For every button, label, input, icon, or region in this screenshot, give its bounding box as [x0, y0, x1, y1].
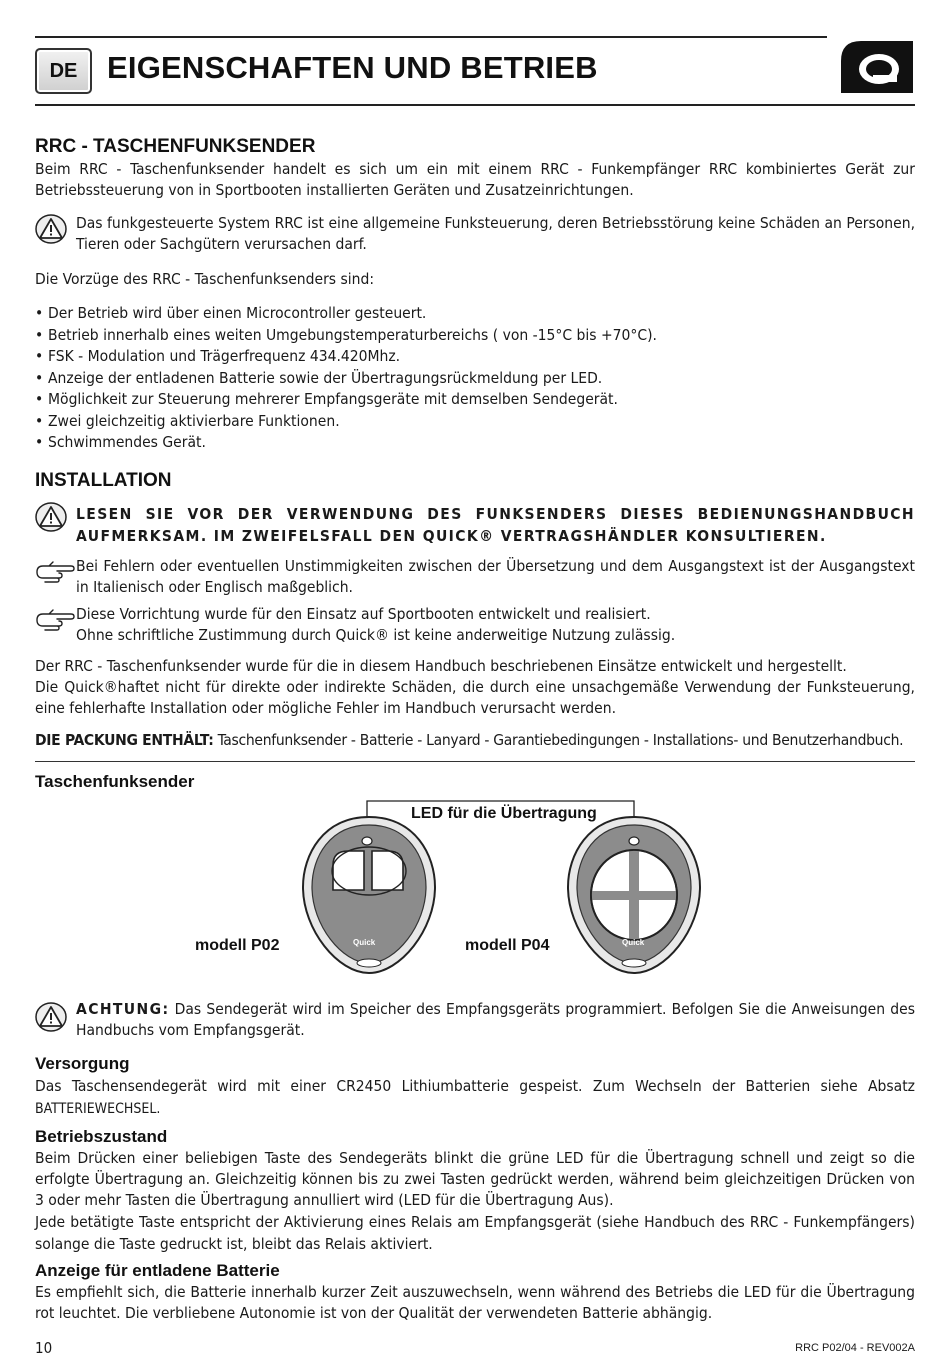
- package-text: Taschenfunksender - Batterie - Lanyard - Garantiebedingungen - Installations- und Benutzerhandbuch.: [213, 731, 904, 749]
- versorgung-body: Das Taschensendegerät wird mit einer CR2450 Lithiumbatterie gespeist. Zum Wechseln der Batterien siehe Absatz: [35, 1077, 915, 1095]
- attention-text: Das Sendegerät wird im Speicher des Empfangsgeräts programmiert. Befolgen Sie die Anweisungen des Handbuchs vom Empfangsgerät.: [76, 1000, 915, 1039]
- figure-heading: Taschenfunksender: [35, 772, 195, 791]
- brand-mark-p04: Quick: [622, 938, 645, 947]
- page-number: 10: [35, 1339, 53, 1357]
- remote-illustration: [150, 795, 800, 985]
- quick-logo-icon: [839, 39, 915, 95]
- remote-p02-drawing: [303, 817, 435, 973]
- brand-mark-p02: Quick: [353, 938, 376, 947]
- header-top-rule: [35, 36, 827, 38]
- remote-figure: [150, 795, 800, 985]
- betriebszustand-paragraph-2: Jede betätigte Taste entspricht der Aktivierung eines Relais am Empfangsgerät (siehe Handbuch des RRC - Funkempfängers) solange die Taste gedruckt ist, bleibt das Relais aktiviert.: [35, 1213, 915, 1253]
- section-divider: [35, 761, 915, 762]
- warning-icon: [35, 1002, 67, 1032]
- rrc-warning-text: Das funkgesteuerte System RRC ist eine allgemeine Funksteuerung, deren Betriebsstörung keine Schäden an Personen, Tieren oder Sachgütern verursachen darf.: [76, 214, 915, 253]
- page-header: [35, 36, 915, 106]
- model-p02-label: modell P02: [195, 937, 280, 954]
- translation-note: Bei Fehlern oder eventuellen Unstimmigkeiten zwischen der Übersetzung und dem Ausgangstext ist der Ausgangstext in Italienisch oder Englisch maßgeblich.: [76, 557, 915, 596]
- advantages-list: [35, 303, 915, 454]
- installation-warning-caps: LESEN SIE VOR DER VERWENDUNG DES FUNKSENDERS DIESES BEDIENUNGSHANDBUCH AUFMERKSAM. IM ZWEIFELSFALL DEN QUICK® VERTRAGSHÄNDLER KONSULTIEREN.: [76, 505, 915, 545]
- language-badge: DE: [35, 48, 92, 94]
- usage-note-line2: Ohne schriftliche Zustimmung durch Quick® ist keine anderweitige Nutzung zulässig.: [76, 626, 676, 644]
- section-heading-rrc: RRC - TASCHENFUNKSENDER: [35, 136, 316, 157]
- attention-note: [76, 999, 915, 1041]
- betriebszustand-heading: Betriebszustand: [35, 1127, 168, 1146]
- page-title: EIGENSCHAFTEN UND BETRIEB: [107, 50, 598, 85]
- header-bottom-rule: [35, 104, 915, 106]
- package-contents: [35, 730, 915, 751]
- rrc-intro-paragraph: Beim RRC - Taschenfunksender handelt es sich um ein mit einem RRC - Funkempfänger RRC kombiniertes Gerät zur Betriebssteuerung von in Sportbooten installierten Geräten und Zusatzeinrichtungen.: [35, 160, 915, 199]
- list-item: • Zwei gleichzeitig aktivierbare Funktionen.: [35, 411, 340, 430]
- list-item: • Der Betrieb wird über einen Microcontroller gesteuert.: [35, 304, 427, 322]
- package-label: DIE PACKUNG ENTHÄLT:: [35, 731, 214, 749]
- list-item: • Schwimmendes Gerät.: [35, 433, 206, 451]
- batterie-heading: Anzeige für entladene Batterie: [35, 1261, 280, 1280]
- betriebszustand-paragraph-1: Beim Drücken einer beliebigen Taste des Sendegeräts blinkt die grüne LED für die Übertragung schnell und zeigt so die erfolgte Übertragung an. Gleichzeitig können bis zu zwei Tasten gedrückt werden, während beim gleichzeitigen Drücken von 3 oder mehr Tasten die Übertragung annulliert wird (LED für die Übertragung Aus).: [35, 1149, 915, 1209]
- versorgung-heading: Versorgung: [35, 1054, 130, 1073]
- remote-p04-drawing: [568, 817, 700, 973]
- model-p04-label: modell P04: [465, 937, 550, 954]
- usage-note-line1: Diese Vorrichtung wurde für den Einsatz auf Sportbooten entwickelt und realisiert.: [76, 605, 651, 623]
- list-item: • Möglichkeit zur Steuerung mehrerer Empfangsgeräte mit demselben Sendegerät.: [35, 390, 618, 408]
- versorgung-text: [35, 1075, 915, 1120]
- warning-icon: [35, 502, 67, 532]
- advantages-intro: Die Vorzüge des RRC - Taschenfunksenders sind:: [35, 270, 375, 288]
- installation-paragraph-1: Der RRC - Taschenfunksender wurde für die in diesem Handbuch beschriebenen Einsätze entwickelt und hergestellt.: [35, 657, 847, 675]
- section-heading-installation: INSTALLATION: [35, 470, 172, 491]
- versorgung-reference: BATTERIEWECHSEL.: [35, 1101, 161, 1117]
- attention-label: ACHTUNG:: [76, 1000, 170, 1018]
- batterie-text: Es empfiehlt sich, die Batterie innerhalb kurzer Zeit auszuwechseln, wenn während des Betriebs die LED für die Übertragung rot leuchtet. Die verbliebene Autonomie ist von der Qualität der verwendeten Batterie abhängig.: [35, 1283, 915, 1322]
- list-item: • FSK - Modulation und Trägerfrequenz 434.420Mhz.: [35, 347, 401, 365]
- list-item: • Anzeige der entladenen Batterie sowie der Übertragungsrückmeldung per LED.: [35, 368, 603, 387]
- usage-note: [76, 604, 915, 646]
- warning-icon: [35, 214, 67, 244]
- installation-paragraph-2: Die Quick®haftet nicht für direkte oder indirekte Schäden, die durch eine unsachgemäße Verwendung der Funksteuerung, eine fehlerhafte Installation oder mögliche Fehler im Handbuch verursacht werden.: [35, 678, 915, 717]
- list-item: • Betrieb innerhalb eines weiten Umgebungstemperaturbereichs ( von -15°C bis +70°C).: [35, 325, 657, 344]
- document-code: RRC P02/04 - REV002A: [795, 1342, 915, 1354]
- pointing-hand-icon: [35, 608, 75, 632]
- led-label: LED für die Übertragung: [411, 805, 597, 822]
- pointing-hand-icon: [35, 560, 75, 584]
